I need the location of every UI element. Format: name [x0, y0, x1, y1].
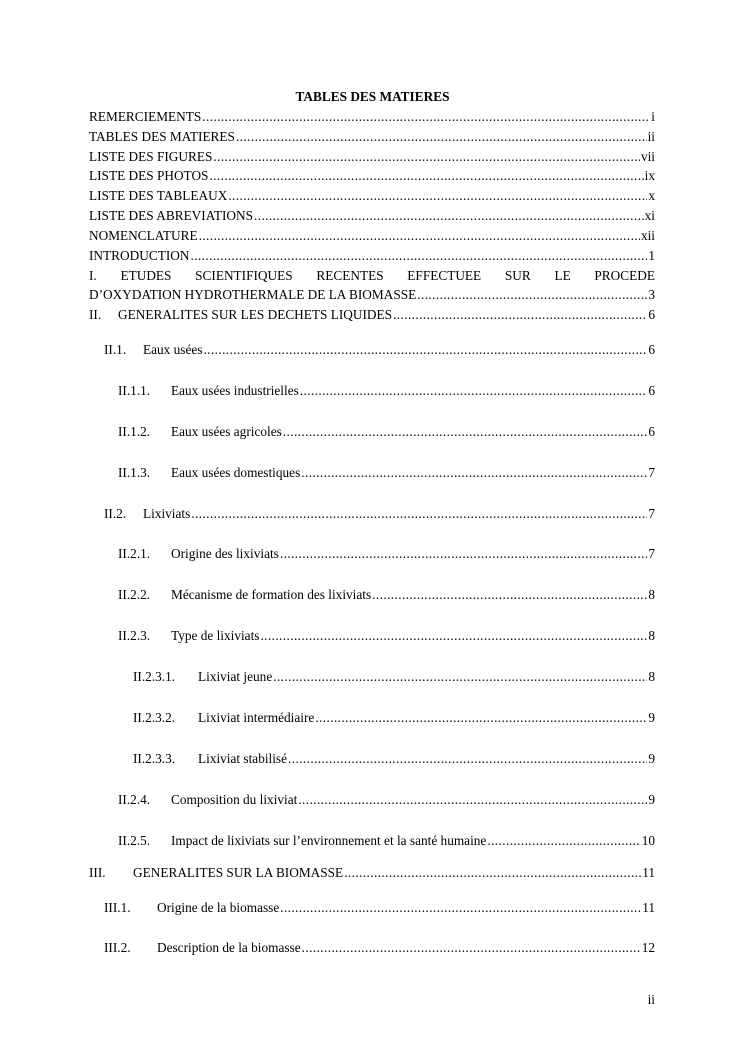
toc-word: PROCEDE [594, 268, 655, 283]
toc-number: II.2.3.1. [133, 669, 176, 684]
leader-dots [298, 791, 647, 809]
leader-dots [199, 227, 640, 245]
toc-label: D’OXYDATION HYDROTHERMALE DE LA BIOMASSE [89, 287, 417, 302]
toc-page: x [648, 188, 655, 203]
toc-word: LE [554, 268, 571, 283]
toc-page: 10 [641, 833, 655, 848]
toc-number: II.2.3.2. [133, 710, 176, 725]
toc-page: 7 [648, 506, 655, 521]
page-title: TABLES DES MATIERES [295, 89, 450, 104]
toc-label: LISTE DES PHOTOS [89, 168, 209, 183]
toc-entry[interactable] [133, 668, 655, 686]
toc-page: 1 [648, 248, 655, 263]
toc-entry[interactable] [104, 341, 655, 359]
toc-label: Origine de la biomasse [157, 900, 280, 915]
toc-word: RECENTES [316, 268, 384, 283]
toc-entry[interactable] [89, 207, 655, 225]
toc-word: EFFECTUEE [407, 268, 482, 283]
toc-label: Origine des lixiviats [171, 546, 279, 561]
toc-entry[interactable] [118, 464, 655, 482]
leader-dots [236, 128, 647, 146]
toc-entry[interactable] [118, 545, 655, 563]
toc-page: 9 [648, 751, 655, 766]
toc-number: III.2. [104, 940, 131, 955]
leader-dots [372, 586, 647, 604]
toc-label: LISTE DES ABREVIATIONS [89, 208, 253, 223]
toc-entry[interactable] [89, 148, 655, 166]
toc-page: 8 [648, 628, 655, 643]
toc-number: II.1. [104, 342, 127, 357]
toc-label: LISTE DES TABLEAUX [89, 188, 228, 203]
toc-entry[interactable] [89, 286, 655, 304]
toc-number: II. [89, 307, 102, 322]
leader-dots [283, 423, 648, 441]
toc-entry[interactable] [104, 899, 655, 917]
leader-dots [301, 464, 647, 482]
toc-page: 11 [642, 865, 655, 880]
toc-label: NOMENCLATURE [89, 228, 198, 243]
leader-dots [280, 899, 641, 917]
toc-number: II.2.3.3. [133, 751, 176, 766]
toc-entry[interactable] [118, 791, 655, 809]
toc-label: Lixiviats [143, 506, 191, 521]
toc-label: GENERALITES SUR LA BIOMASSE [133, 865, 344, 880]
toc-entry[interactable] [89, 306, 655, 324]
leader-dots [260, 627, 647, 645]
toc-number: II.2.1. [118, 546, 151, 561]
toc-entry[interactable] [118, 832, 655, 850]
toc-label: REMERCIEMENTS [89, 109, 202, 124]
page-number-footer: ii [647, 992, 655, 1007]
toc-page: vii [640, 149, 655, 164]
toc-label: Impact de lixiviats sur l’environnement et la santé humaine [171, 833, 487, 848]
toc-page: 12 [641, 940, 655, 955]
leader-dots [288, 750, 647, 768]
toc-entry[interactable] [89, 108, 655, 126]
toc-label: Lixiviat jeune [198, 669, 273, 684]
toc-page: ii [647, 129, 655, 144]
toc-label: Composition du lixiviat [171, 792, 298, 807]
toc-entry[interactable] [104, 939, 655, 957]
toc-entry[interactable] [118, 586, 655, 604]
leader-dots [417, 286, 647, 304]
toc-label: Eaux usées [143, 342, 203, 357]
toc-page: 8 [648, 669, 655, 684]
toc-number: II.2.3. [118, 628, 151, 643]
leader-dots [213, 148, 640, 166]
toc-page: 6 [648, 383, 655, 398]
toc-entry[interactable] [118, 423, 655, 441]
toc-number: II.1.1. [118, 383, 151, 398]
toc-page: 6 [648, 424, 655, 439]
toc-entry[interactable] [118, 382, 655, 400]
toc-page: 7 [648, 465, 655, 480]
leader-dots [254, 207, 644, 225]
toc-page: ix [644, 168, 655, 183]
toc-label: INTRODUCTION [89, 248, 190, 263]
leader-dots [228, 187, 647, 205]
leader-dots [344, 864, 641, 882]
leader-dots [191, 505, 647, 523]
leader-dots [302, 939, 641, 957]
toc-page: 7 [648, 546, 655, 561]
toc-entry[interactable] [118, 627, 655, 645]
leader-dots [393, 306, 647, 324]
toc-label: Description de la biomasse [157, 940, 301, 955]
toc-page: i [651, 109, 655, 124]
toc-number: III. [89, 865, 106, 880]
toc-label: Lixiviat intermédiaire [198, 710, 315, 725]
toc-label: Eaux usées domestiques [171, 465, 301, 480]
leader-dots [300, 382, 648, 400]
toc-label: Type de lixiviats [171, 628, 260, 643]
toc-page: 8 [648, 587, 655, 602]
toc-number: II.2. [104, 506, 127, 521]
toc-entry[interactable] [133, 750, 655, 768]
toc-number: II.2.4. [118, 792, 151, 807]
toc-word: ETUDES [120, 268, 172, 283]
toc-entry[interactable] [89, 128, 655, 146]
toc-number: II.2.2. [118, 587, 151, 602]
leader-dots [203, 341, 647, 359]
toc-label: Eaux usées industrielles [171, 383, 299, 398]
toc-label: LISTE DES FIGURES [89, 149, 213, 164]
toc-label: Lixiviat stabilisé [198, 751, 288, 766]
toc-entry[interactable] [104, 505, 655, 523]
toc-number: II.2.5. [118, 833, 151, 848]
toc-entry[interactable] [89, 167, 655, 185]
toc-number: III.1. [104, 900, 131, 915]
toc-page: 6 [648, 342, 655, 357]
toc-word: SUR [504, 268, 531, 283]
leader-dots [315, 709, 647, 727]
toc-page: 9 [648, 792, 655, 807]
leader-dots [273, 668, 647, 686]
toc-number: II.1.2. [118, 424, 151, 439]
toc-page: xii [640, 228, 655, 243]
toc-number: I. [89, 268, 97, 283]
toc-entry[interactable] [89, 227, 655, 245]
toc-entry-justified-line[interactable] [89, 267, 655, 285]
toc-entry[interactable] [89, 864, 655, 882]
toc-label: Eaux usées agricoles [171, 424, 282, 439]
toc-page: xi [644, 208, 655, 223]
toc-label: TABLES DES MATIERES [89, 129, 235, 144]
leader-dots [280, 545, 648, 563]
toc-page: 6 [648, 307, 655, 322]
toc-label: GENERALITES SUR LES DECHETS LIQUIDES [118, 307, 393, 322]
leader-dots [202, 108, 650, 126]
toc-page: 9 [648, 710, 655, 725]
toc-page: 11 [642, 900, 655, 915]
leader-dots [487, 832, 640, 850]
leader-dots [190, 247, 647, 265]
toc-number: II.1.3. [118, 465, 151, 480]
toc-entry[interactable] [89, 187, 655, 205]
toc-entry[interactable] [89, 247, 655, 265]
toc-page: 3 [648, 287, 655, 302]
toc-word: SCIENTIFIQUES [195, 268, 293, 283]
leader-dots [209, 167, 643, 185]
toc-label: Mécanisme de formation des lixiviats [171, 587, 372, 602]
toc-entry[interactable] [133, 709, 655, 727]
